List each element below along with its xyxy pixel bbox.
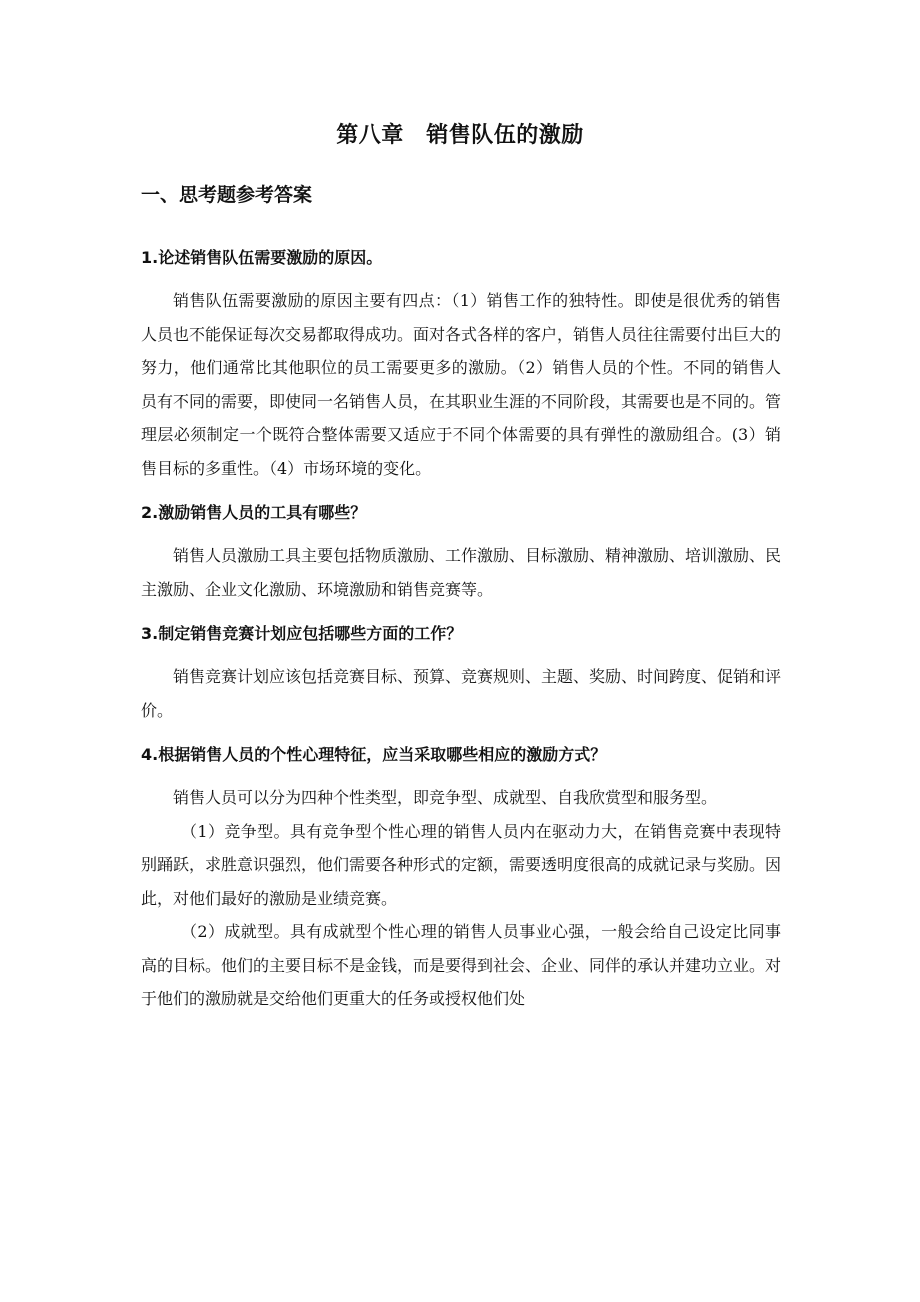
question-title: 3.制定销售竞赛计划应包括哪些方面的工作？ xyxy=(141,624,463,643)
question-block-3 xyxy=(141,620,781,727)
answer-paragraph: 销售人员可以分为四种个性类型，即竞争型、成就型、自我欣赏型和服务型。 xyxy=(173,788,718,807)
document-body xyxy=(141,244,781,1016)
answer-paragraph: （2）成就型。具有成就型个性心理的销售人员事业心强，一般会给自己设定比同事高的目标。他们的主要目标不是金钱，而是要得到社会、企业、同伴的承认并建功立业。对于他们的激励就是交给他们更重大的任务或授权他们处 xyxy=(141,922,782,1008)
question-title: 2.激励销售人员的工具有哪些？ xyxy=(141,503,367,522)
question-block-4 xyxy=(141,741,781,1016)
answer-paragraph: 销售竞赛计划应该包括竞赛目标、预算、竞赛规则、主题、奖励、时间跨度、促销和评价。 xyxy=(141,667,782,720)
question-block-1 xyxy=(141,244,781,485)
answer-paragraph: 销售队伍需要激励的原因主要有四点：（1）销售工作的独特性。即使是很优秀的销售人员也不能保证每次交易都取得成功。面对各式各样的客户，销售人员往往需要付出巨大的努力，他们通常比其他职位的员工需要更多的激励。（2）销售人员的个性。不同的销售人员有不同的需要，即使同一名销售人员，在其职业生涯的不同阶段，其需要也是不同的。管理层必须制定一个既符合整体需要又适应于不同个体需要的具有弹性的激励组合。(3）销售目标的多重性。（4）市场环境的变化。 xyxy=(141,291,782,478)
section-heading: 一、思考题参考答案 xyxy=(141,184,313,206)
question-title: 4.根据销售人员的个性心理特征，应当采取哪些相应的激励方式？ xyxy=(141,745,607,764)
question-title: 1.论述销售队伍需要激励的原因。 xyxy=(141,248,383,267)
question-block-2 xyxy=(141,499,781,606)
chapter-title: 第八章 销售队伍的激励 xyxy=(336,123,584,148)
answer-paragraph: （1）竞争型。具有竞争型个性心理的销售人员内在驱动力大，在销售竞赛中表现特别踊跃，求胜意识强烈，他们需要各种形式的定额，需要透明度很高的成就记录与奖励。因此，对他们最好的激励是业绩竞赛。 xyxy=(141,821,782,908)
answer-paragraph: 销售人员激励工具主要包括物质激励、工作激励、目标激励、精神激励、培训激励、民主激励、企业文化激励、环境激励和销售竞赛等。 xyxy=(141,546,782,599)
